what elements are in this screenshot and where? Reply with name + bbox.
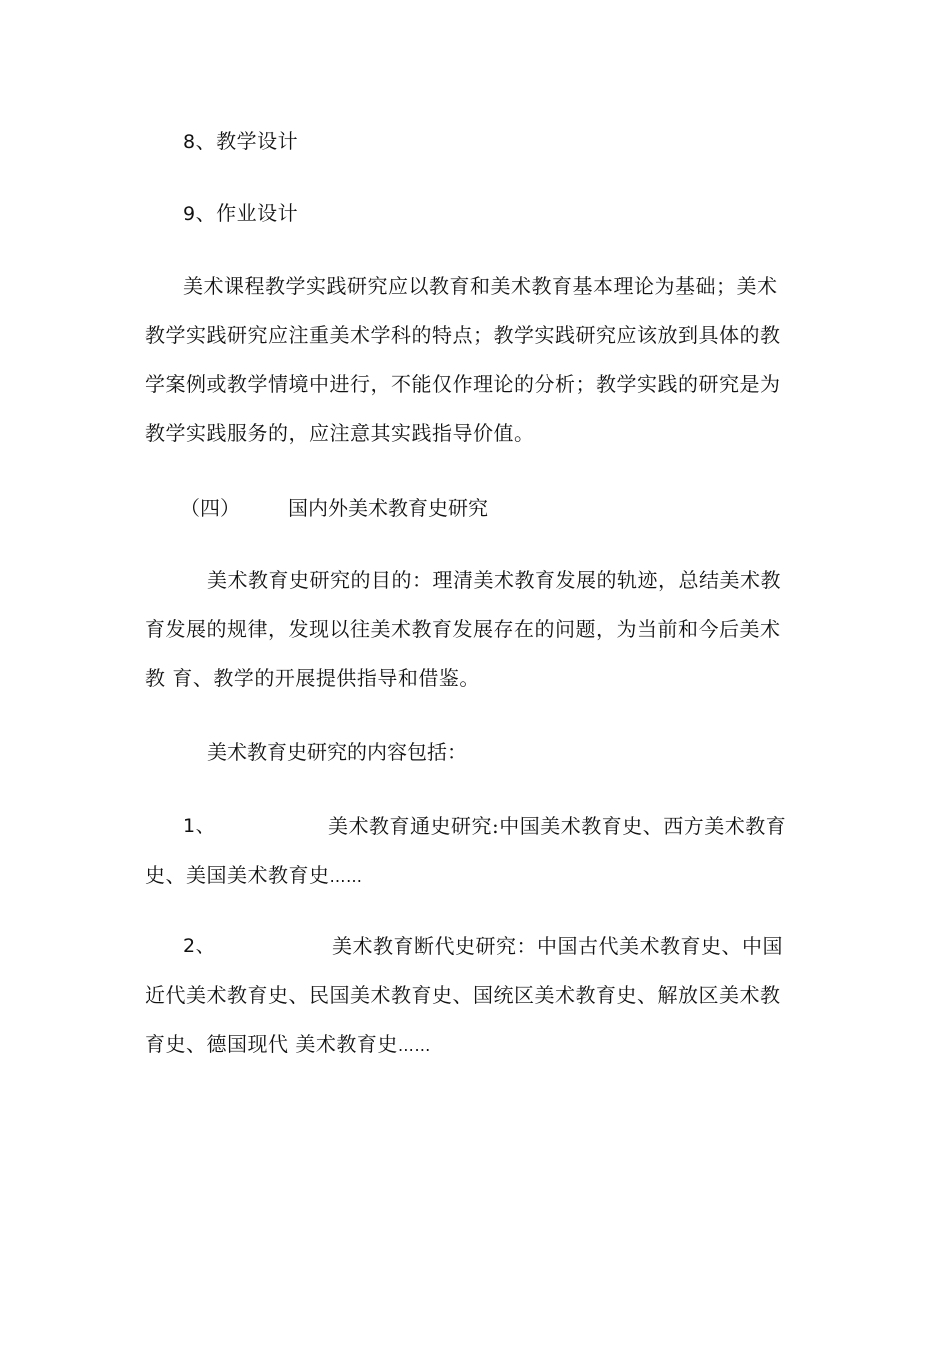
history-item-first-line [145, 802, 815, 851]
history-item-continuation [145, 851, 815, 900]
continuation-text: 育史、德国现代 美术教育史 [145, 1032, 398, 1056]
history-item-continuation: 近代美术教育史、民国美术教育史、国统区美术教育史、解放区美术教 [145, 983, 781, 1007]
section-marker: （四） [180, 496, 240, 520]
history-item-period [145, 922, 815, 1069]
paragraph-history-purpose [145, 556, 815, 703]
list-item-homework-design [183, 198, 298, 229]
item-text: 教学设计 [216, 129, 299, 153]
list-item-teaching-design [183, 126, 298, 157]
content-intro: 美术教育史研究的内容包括： [207, 740, 467, 764]
item-separator: 、 [195, 201, 217, 225]
paragraph-practice-research [145, 262, 815, 458]
item-number: 1、 [183, 815, 216, 837]
continuation-text: 史、美国美术教育史 [145, 863, 330, 887]
history-item-continuation [145, 1020, 815, 1069]
paragraph-line: 教学实践研究应注重美术学科的特点；教学实践研究应该放到具体的教 [145, 323, 781, 347]
paragraph-line: 教学实践服务的，应注意其实践指导价值。 [145, 421, 535, 445]
paragraph-line: 学案例或教学情境中进行，不能仅作理论的分析；教学实践的研究是为 [145, 372, 781, 396]
item-text: 美术教育断代史研究：中国古代美术教育史、中国 [332, 934, 783, 958]
paragraph-line: 美术课程教学实践研究应以教育和美术教育基本理论为基础；美术 [183, 274, 778, 298]
history-item-general [145, 802, 815, 900]
ellipsis: …… [329, 867, 363, 886]
ellipsis: …… [397, 1036, 431, 1055]
item-separator: 、 [195, 129, 217, 153]
history-item-first-line [145, 922, 815, 971]
item-text: 美术教育通史研究:中国美术教育史、西方美术教育 [328, 814, 787, 838]
item-number: 2、 [183, 935, 216, 957]
item-text: 作业设计 [216, 201, 299, 225]
section-title: 国内外美术教育史研究 [288, 496, 488, 520]
paragraph-line: 美术教育史研究的目的：理清美术教育发展的轨迹，总结美术教 [207, 568, 781, 592]
item-number: 8 [183, 131, 196, 153]
section-heading [180, 493, 488, 523]
paragraph-line: 育发展的规律，发现以往美术教育发展存在的问题，为当前和今后美术 [145, 617, 781, 641]
paragraph-line: 教 育、教学的开展提供指导和借鉴。 [145, 666, 480, 690]
item-number: 9 [183, 203, 196, 225]
